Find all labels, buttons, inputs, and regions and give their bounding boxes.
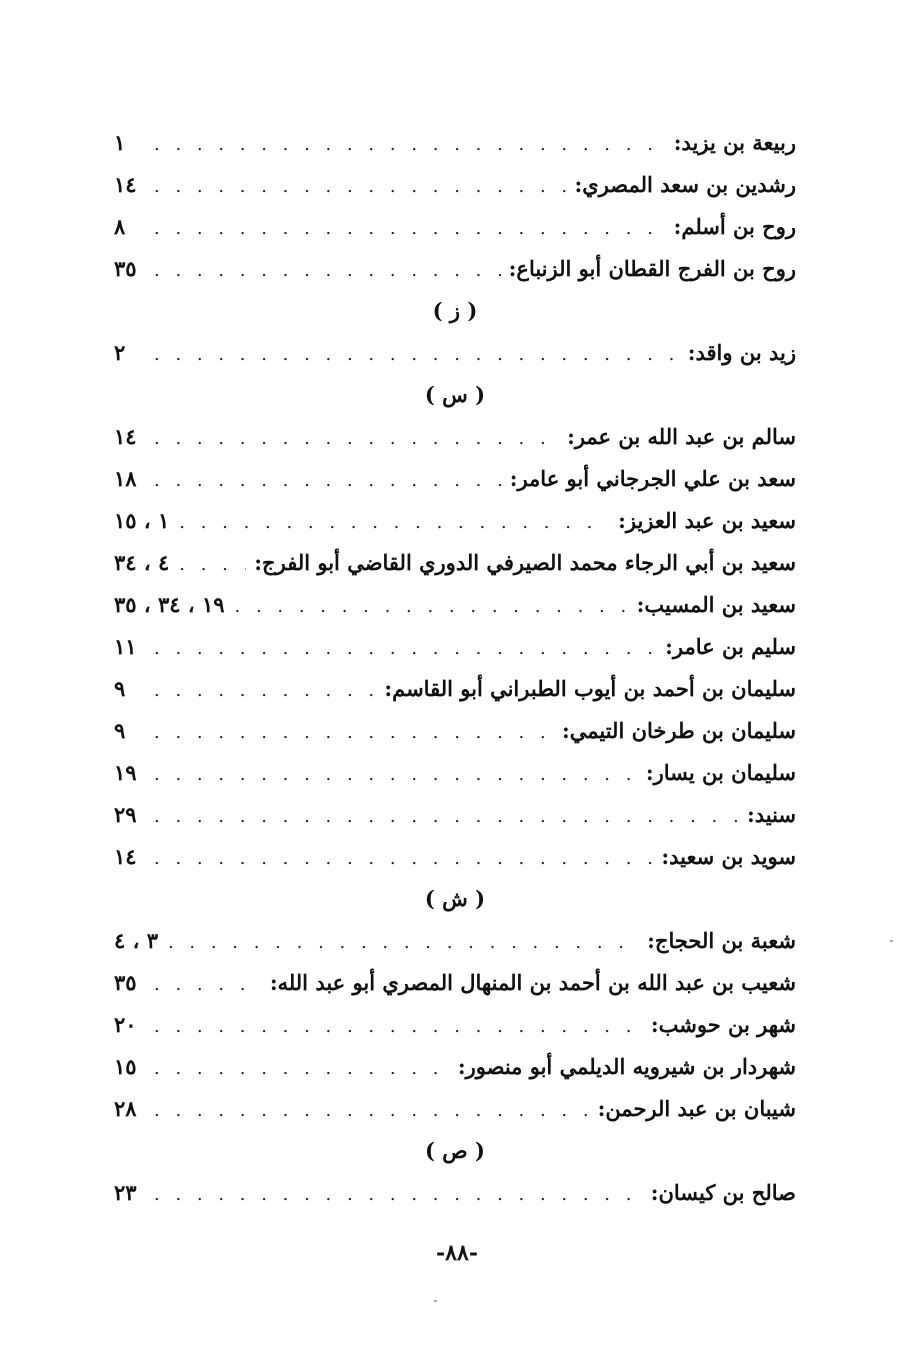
entry-pages: ١٤: [114, 844, 137, 869]
scan-speck: [434, 1300, 437, 1302]
dot-leader: [154, 460, 502, 502]
entry-pages: ١٤: [114, 172, 137, 197]
entry-name: شيبان بن عبد الرحمن:: [597, 1096, 796, 1121]
index-entry: [114, 248, 796, 290]
entry-pages: ١٥: [114, 1054, 137, 1079]
entry-name: زيد بن واقد:: [687, 340, 796, 365]
entry-name: صالح بن كيسان:: [650, 1180, 796, 1205]
entry-pages: ١٨: [114, 466, 137, 491]
entry-pages: ٩: [114, 676, 126, 701]
entry-name: ربيعة بن يزيد:: [673, 130, 796, 155]
entry-pages: ١٩: [114, 760, 137, 785]
index-entry: [114, 626, 796, 668]
dot-leader: [154, 1174, 643, 1216]
index-entry: [114, 920, 796, 962]
entry-name: سنيد:: [746, 802, 796, 827]
dot-leader: [154, 754, 638, 796]
dot-leader: [154, 796, 739, 838]
entry-pages: ٨: [114, 214, 126, 239]
entry-name: شعبة بن الحجاج:: [647, 928, 796, 953]
dot-leader: [179, 502, 610, 544]
entry-pages: ١٩ ، ٣٤ ، ٣٥: [114, 592, 225, 617]
entry-pages: ٢٩: [114, 802, 137, 827]
entry-pages: ٣٥: [114, 256, 137, 281]
index-entry: [114, 584, 796, 626]
index-entry: [114, 1172, 796, 1214]
entry-name: رشدين بن سعد المصري:: [574, 172, 796, 197]
index-entry: [114, 1088, 796, 1130]
index-entry: [114, 752, 796, 794]
entry-name: سعد بن علي الجرجاني أبو عامر:: [509, 466, 796, 491]
index-entry: [114, 164, 796, 206]
entry-pages: ١٤: [114, 424, 137, 449]
entry-pages: ٢: [114, 340, 126, 365]
dot-leader: [154, 1006, 643, 1048]
dot-leader: [154, 670, 376, 712]
dot-leader: [154, 838, 653, 880]
scan-speck: [890, 940, 893, 942]
entry-name: سليمان بن يسار:: [645, 760, 796, 785]
dot-leader: [168, 922, 639, 964]
entry-name: سليمان بن أحمد بن أيوب الطبراني أبو القاسم:: [384, 676, 796, 701]
entry-name: سليمان بن طرخان التيمي:: [561, 718, 796, 743]
index-entry: [114, 416, 796, 458]
dot-leader: [154, 250, 501, 292]
entry-pages: ٢٨: [114, 1096, 137, 1121]
entry-name: روح بن الفرج القطان أبو الزنباع:: [508, 256, 796, 281]
index-entry: [114, 1046, 796, 1088]
section-heading-sin: ( س ): [424, 382, 486, 407]
entry-pages: ٤ ، ٣٤: [114, 550, 170, 575]
entry-name: سالم بن عبد الله بن عمر:: [567, 424, 796, 449]
entry-pages: ١: [114, 130, 126, 155]
entry-pages: ١ ، ١٥: [114, 508, 170, 533]
dot-leader: [154, 628, 657, 670]
dot-leader: [154, 208, 666, 250]
index-entry: [114, 962, 796, 1004]
entry-pages: ٢٣: [114, 1180, 137, 1205]
index-entry: [114, 1004, 796, 1046]
entry-pages: ٣ ، ٤: [114, 928, 158, 953]
entry-name: روح بن أسلم:: [673, 214, 796, 239]
index-entries: [114, 122, 796, 1214]
index-entry: [114, 836, 796, 878]
page-number: -٨٨-: [436, 1240, 478, 1266]
entry-name: سليم بن عامر:: [665, 634, 796, 659]
entry-pages: ٩: [114, 718, 126, 743]
dot-leader: [235, 586, 629, 628]
index-entry: [114, 542, 796, 584]
index-entry: [114, 332, 796, 374]
entry-pages: ٣٥: [114, 970, 137, 995]
dot-leader: [154, 334, 680, 376]
entry-name: شعيب بن عبد الله بن أحمد بن المنهال المصري أبو عبد الله:: [269, 970, 796, 995]
index-entry: [114, 794, 796, 836]
dot-leader: [154, 166, 567, 208]
dot-leader: [179, 544, 246, 586]
entry-name: سعيد بن المسيب:: [636, 592, 796, 617]
entry-pages: ٢٠: [114, 1012, 137, 1037]
entry-name: شهردار بن شيرويه الديلمي أبو منصور:: [457, 1054, 796, 1079]
section-heading-zay: ( ز ): [432, 298, 478, 323]
index-entry: [114, 206, 796, 248]
dot-leader: [154, 1090, 590, 1132]
dot-leader: [154, 418, 559, 460]
entry-pages: ١١: [114, 634, 137, 659]
index-entry: [114, 122, 796, 164]
entry-name: شهر بن حوشب:: [650, 1012, 796, 1037]
dot-leader: [154, 964, 262, 1006]
dot-leader: [154, 712, 554, 754]
entry-name: سويد بن سعيد:: [661, 844, 796, 869]
index-entry: [114, 458, 796, 500]
section-heading-shin: ( ش ): [424, 886, 486, 911]
index-entry: [114, 710, 796, 752]
entry-name: سعيد بن أبي الرجاء محمد الصيرفي الدوري القاضي أبو الفرج:: [254, 550, 796, 575]
dot-leader: [154, 124, 666, 166]
dot-leader: [154, 1048, 450, 1090]
index-entry: [114, 500, 796, 542]
section-heading-sad: ( ص ): [425, 1138, 485, 1163]
index-entry: [114, 668, 796, 710]
entry-name: سعيد بن عبد العزيز:: [618, 508, 796, 533]
